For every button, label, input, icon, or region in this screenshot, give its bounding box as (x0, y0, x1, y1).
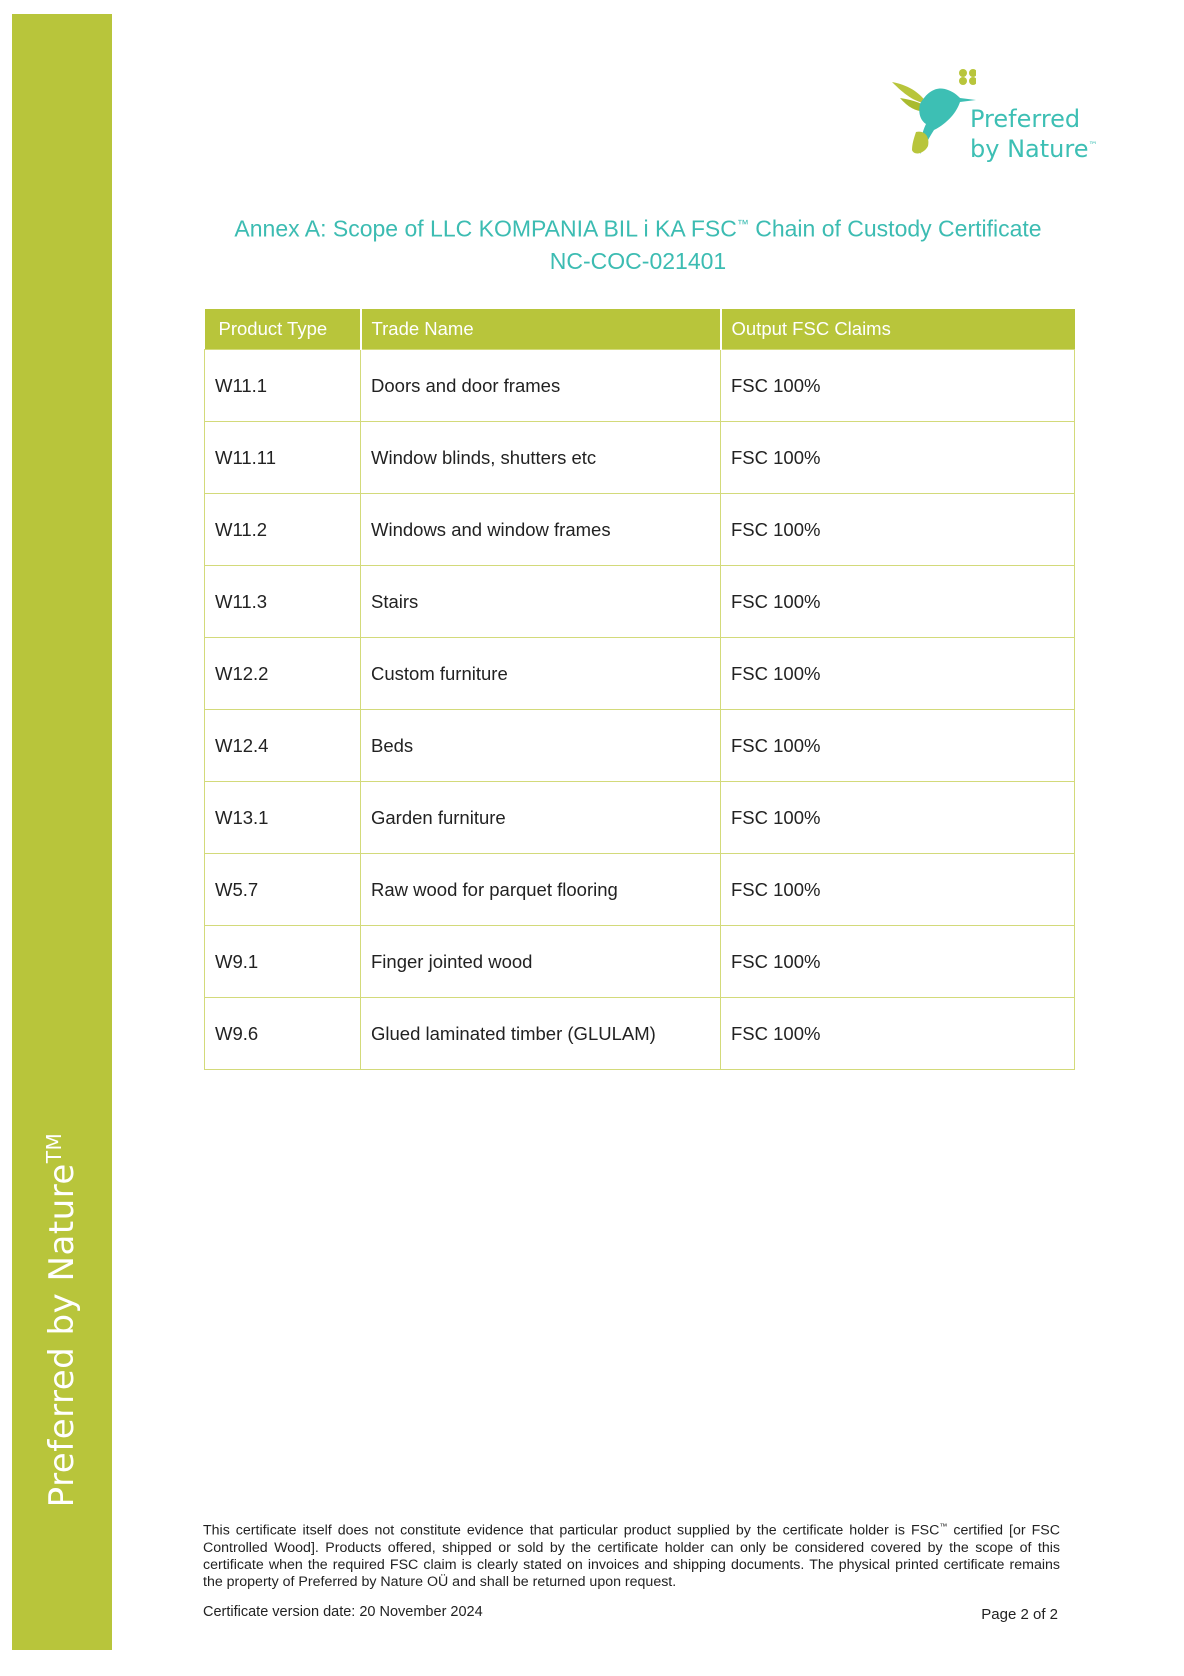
trade-name-cell: Windows and window frames (361, 494, 721, 566)
title-tm: ™ (736, 217, 749, 231)
table-row (205, 710, 1075, 782)
fsc-claim-cell: FSC 100% (721, 926, 1075, 998)
table-row (205, 926, 1075, 998)
table-row (205, 494, 1075, 566)
trade-name-cell: Beds (361, 710, 721, 782)
fsc-claim-cell: FSC 100% (721, 566, 1075, 638)
fsc-claim-cell: FSC 100% (721, 854, 1075, 926)
title-main: Annex A: Scope of LLC KOMPANIA BIL i KA FSC (234, 215, 737, 242)
product-type-cell: W9.1 (205, 926, 361, 998)
product-type-cell: W9.6 (205, 998, 361, 1070)
table-row (205, 854, 1075, 926)
disclaimer-tm: ™ (939, 1522, 948, 1531)
trade-name-cell: Doors and door frames (361, 350, 721, 422)
trade-name-cell: Garden furniture (361, 782, 721, 854)
header-trade-name: Trade Name (361, 309, 721, 350)
trade-name-cell: Raw wood for parquet flooring (361, 854, 721, 926)
fsc-claim-cell: FSC 100% (721, 638, 1075, 710)
side-band-text (42, 1133, 82, 1508)
table-header-row (205, 309, 1075, 350)
side-band-tm: TM (41, 1132, 66, 1164)
certificate-version-date: Certificate version date: 20 November 2024 (203, 1604, 483, 1620)
certificate-code: NC-COC-021401 (549, 247, 727, 274)
table-row (205, 422, 1075, 494)
header-output-claims: Output FSC Claims (721, 309, 1075, 350)
logo-wordmark (970, 106, 1097, 163)
fsc-claim-cell: FSC 100% (721, 350, 1075, 422)
trade-name-cell: Stairs (361, 566, 721, 638)
fsc-claim-cell: FSC 100% (721, 782, 1075, 854)
trade-name-cell: Window blinds, shutters etc (361, 422, 721, 494)
trade-name-cell: Glued laminated timber (GLULAM) (361, 998, 721, 1070)
product-type-cell: W11.11 (205, 422, 361, 494)
product-type-cell: W11.1 (205, 350, 361, 422)
disclaimer (203, 1518, 1060, 1591)
logo-tm: ™ (1088, 141, 1098, 151)
table-row (205, 566, 1075, 638)
product-type-cell: W12.4 (205, 710, 361, 782)
table-row (205, 998, 1075, 1070)
disclaimer-part2: certified [or FSC Controlled Wood]. Products offered, shipped or sold by the certificate holder can only be considered covered by the scope of this certificate when the required FSC claim is clearly stated on invoices and shipping documents. The physical printed certificate remains the property of Preferred by Nature OÜ and shall be returned upon request. (203, 1522, 1060, 1590)
side-band-label: Preferred by Nature (42, 1163, 83, 1508)
scope-table (204, 309, 1075, 1070)
trade-name-cell: Finger jointed wood (361, 926, 721, 998)
table-row (205, 350, 1075, 422)
table-row (205, 782, 1075, 854)
trade-name-cell: Custom furniture (361, 638, 721, 710)
product-type-cell: W5.7 (205, 854, 361, 926)
product-type-cell: W12.2 (205, 638, 361, 710)
product-type-cell: W13.1 (205, 782, 361, 854)
logo-line1: Preferred (970, 105, 1081, 133)
logo-line2: by Nature (970, 135, 1089, 163)
hummingbird-icon (890, 64, 976, 174)
table-row (205, 638, 1075, 710)
page-number: Page 2 of 2 (981, 1606, 1058, 1623)
fsc-claim-cell: FSC 100% (721, 494, 1075, 566)
fsc-claim-cell: FSC 100% (721, 998, 1075, 1070)
page-title (200, 208, 1076, 277)
disclaimer-part1: This certificate itself does not constitute evidence that particular product supplied by the certificate holder is FSC (203, 1522, 940, 1539)
product-type-cell: W11.2 (205, 494, 361, 566)
header-product-type: Product Type (205, 309, 361, 350)
product-type-cell: W11.3 (205, 566, 361, 638)
fsc-claim-cell: FSC 100% (721, 710, 1075, 782)
title-suffix: Chain of Custody Certificate (748, 215, 1042, 242)
fsc-claim-cell: FSC 100% (721, 422, 1075, 494)
logo (890, 64, 1120, 174)
